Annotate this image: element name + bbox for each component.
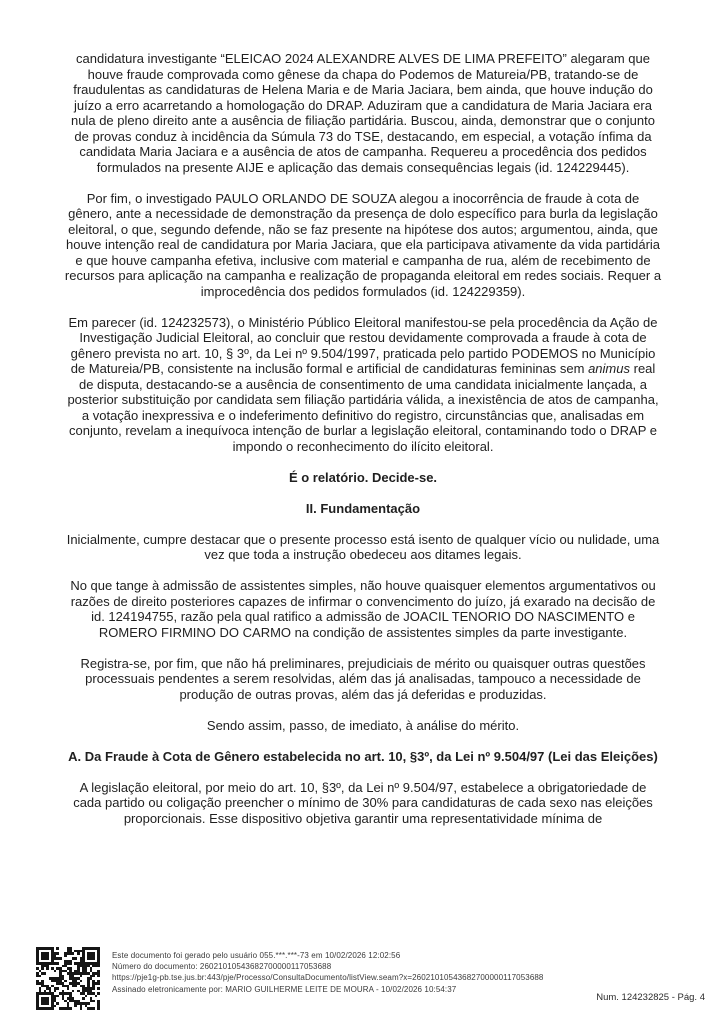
generated-by-line: Este documento foi gerado pelo usuário 055.***.***-73 em 10/02/2026 12:02:56 — [112, 951, 401, 960]
paragraph-legislacao-eleitoral: A legislação eleitoral, por meio do art. 10, §3º, da Lei nº 9.504/97, estabelece a obrigatoriedade de cada partido ou coligação preencher o mínimo de 30% para candidaturas de cada sexo nas eleições proporcionais. Esse dispositivo objetiva garantir uma representatividade mínima de — [73, 779, 653, 826]
mpe-opinion-text-after: real de disputa, destacando-se a ausência de consentimento de uma candidata inicialmente lançada, a posterior substituição por candidata sem filiação partidária válida, a inexistência de atos de campanha, a votação inexpressiva e o indeferimento definitivo do registro, circunstâncias que, analisadas em conjunto, revelam a inequívoca intenção de burlar a legislação eleitoral, contaminando todo o DRAP e impondo o reconhecimento do ilícito eleitoral. — [67, 361, 659, 454]
heading-fundamentacao: II. Fundamentação — [305, 500, 421, 516]
paragraph-no-vices: Inicialmente, cumpre destacar que o presente processo está isento de qualquer vício ou nulidade, uma vez que toda a instrução obedeceu aos ditames legais. — [66, 531, 660, 562]
heading-relatorio-decide-se: É o relatório. Decide-se. — [288, 469, 438, 485]
mpe-opinion-text-before: Em parecer (id. 124232573), o Ministério Público Eleitoral manifestou-se pela procedência da Ação de Investigação Judicial Eleitoral, ao concluir que restou devidamente comprovada a fraude à cota de gênero prevista no art. 10, § 3º, da Lei nº 9.504/1997, praticada pelo partido PODEMOS no Município de Matureia/PB, consistente na inclusão formal e artificial de candidaturas femininas sem — [68, 314, 658, 376]
paragraph-no-preliminares: Registra-se, por fim, que não há preliminares, prejudiciais de mérito ou quaisquer outras questões processuais pendentes a serem resolvidas, além das já analisadas, tampouco a necessidade de produção de outras provas, além das já deferidas e produzidas. — [80, 655, 646, 702]
document-number-line: Número do documento: 26021010543682700000117053688 — [112, 962, 332, 972]
paragraph-passo-analise-merito: Sendo assim, passo, de imediato, à análise do mérito. — [206, 717, 520, 733]
signature-line: Assinado eletronicamente por: MARIO GUILHERME LEITE DE MOURA - 10/02/2026 10:54:37 — [112, 984, 457, 994]
paragraph-mpe-opinion — [64, 315, 662, 455]
document-body — [64, 51, 662, 842]
document-authentication-footer — [112, 950, 543, 995]
paragraph-continuation-allegations: candidatura investigante “ELEICAO 2024 ALEXANDRE ALVES DE LIMA PREFEITO” alegaram que houve fraude comprovada como gênese da chapa do Podemos de Matureia/PB, tratando-se de fraudulentas as candidaturas de Helena Maria e de Maria Jaciara, bem ainda, que houve indução do juízo a erro acarretando a homologação do DRAP. Aduziram que a candidatura de Maria Jaciara era nula de pleno direito ante a ausência de filiação partidária. Buscou, ainda, demonstrar que o conjunto de provas conduz à incidência da Súmula 73 do TSE, destacando, em especial, a votação ínfima da candidata Maria Jaciara e a ausência de atos de campanha. Requereu a procedência dos pedidos formulados na presente AIJE e aplicação das demais consequências legais (id. 124229445). — [71, 51, 655, 175]
paragraph-assistentes-simples: No que tange à admissão de assistentes simples, não houve quaisquer elementos argumentativos ou razões de direito posteriores capazes de infirmar o convencimento do juízo, já exarado na decisão de id. 124194755, razão pela qual ratifico a admissão de JOACIL TENORIO DO NASCIMENTO e ROMERO FIRMINO DO CARMO na condição de assistentes simples da parte investigante. — [70, 578, 656, 640]
document-url-line: https://pje1g-pb.tse.jus.br:443/pje/Processo/ConsultaDocumento/listView.seam?x=26021010543682700000117053688 — [112, 973, 544, 983]
heading-fraude-cota-genero: A. Da Fraude à Cota de Gênero estabelecida no art. 10, §3º, da Lei nº 9.504/97 (Lei das Eleições) — [68, 748, 658, 764]
mpe-opinion-italic-term: animus — [588, 361, 630, 376]
paragraph-paulo-orlando-defense: Por fim, o investigado PAULO ORLANDO DE SOUZA alegou a inocorrência de fraude à cota de gênero, ante a necessidade de demonstração da presença de dolo específico para burla da legislação eleitoral, o que, segundo defende, não se faz presente na hipótese dos autos; argumentou, ainda, que houve intenção real de candidatura por Maria Jaciara, que ela participava ativamente da vida partidária e que houve campanha efetiva, inclusive com material e campanha de rua, além de recebimento de recursos para aplicação na campanha e realização de propaganda eleitoral em redes sociais. Requer a improcedência dos pedidos formulados (id. 124229359). — [64, 190, 662, 299]
page-number-label: Num. 124232825 - Pág. 4 — [596, 992, 705, 1003]
qr-code — [36, 947, 100, 1010]
